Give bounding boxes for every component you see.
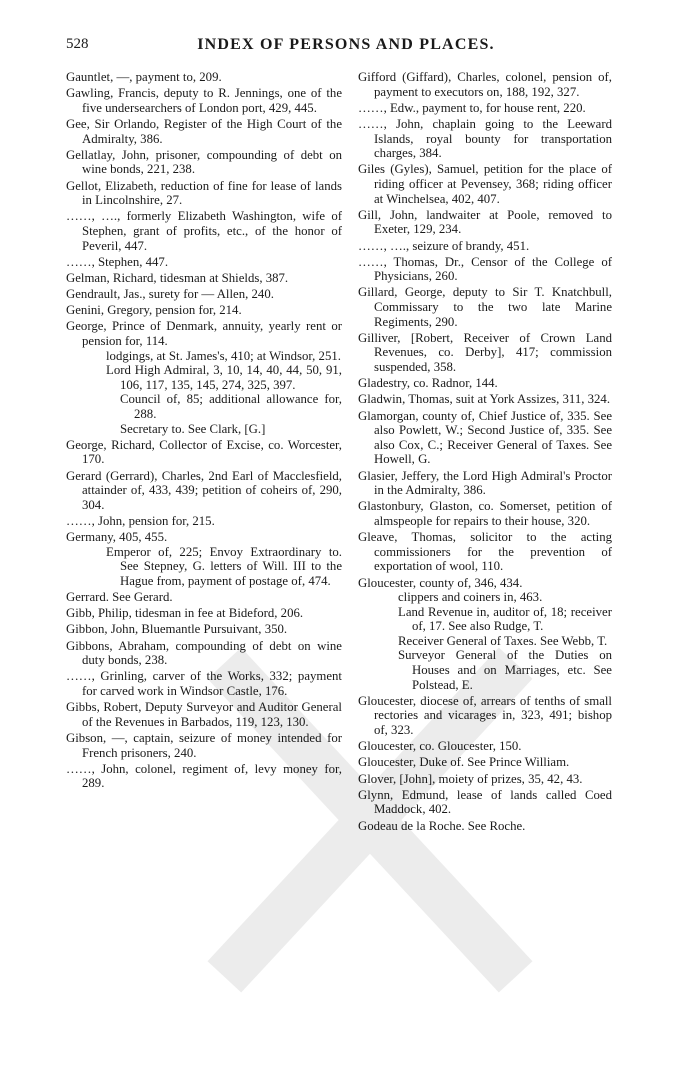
- index-entry: Glover, [John], moiety of prizes, 35, 42, 43.: [358, 771, 583, 786]
- index-entry: ……, John, chaplain going to the Leeward Islands, royal bounty for transportation charges, 384.: [358, 116, 612, 161]
- index-entry: Gill, John, landwaiter at Poole, removed to Exeter, 129, 234.: [358, 207, 612, 237]
- index-entry: ……, Grinling, carver of the Works, 332; payment for carved work in Windsor Castle, 176.: [66, 669, 342, 699]
- index-entry: Lord High Admiral, 3, 10, 14, 40, 44, 50, 91, 106, 117, 135, 145, 274, 325, 397.: [106, 363, 342, 392]
- index-entry: Gifford (Giffard), Charles, colonel, pension of, payment to executors on, 188, 192, 327.: [358, 70, 612, 99]
- index-entry: ……, John, pension for, 215.: [66, 513, 215, 528]
- index-entry: Germany, 405, 455.: [66, 530, 168, 545]
- index-entry: Gerrard. See Gerard.: [66, 590, 173, 605]
- index-entry: ……, …., formerly Elizabeth Washington, wife of Stephen, grant of profits, etc., of the honor of Peveril, 447.: [66, 209, 342, 253]
- index-entry: Receiver General of Taxes. See Webb, T.: [398, 633, 608, 648]
- index-entry: Gee, Sir Orlando, Register of the High Court of the Admiralty, 386.: [66, 116, 342, 146]
- index-entry: Genini, Gregory, pension for, 214.: [66, 303, 242, 318]
- index-entry: Council of, 85; additional allowance for, 288.: [120, 392, 342, 421]
- index-entry: clippers and coiners in, 463.: [398, 590, 543, 605]
- index-entry: Gellatlay, John, prisoner, compounding of debt on wine bonds, 221, 238.: [66, 147, 342, 177]
- index-entry: Glynn, Edmund, lease of lands called Coed Maddock, 402.: [358, 787, 612, 817]
- index-entry: ……, Stephen, 447.: [66, 254, 169, 269]
- index-column-right: [358, 70, 612, 835]
- index-entry: Godeau de la Roche. See Roche.: [358, 818, 526, 833]
- index-entry: Gellot, Elizabeth, reduction of fine for lease of lands in Lincolnshire, 27.: [66, 178, 342, 208]
- running-title: INDEX OF PERSONS AND PLACES.: [197, 36, 495, 53]
- index-entry: Glastonbury, Glaston, co. Somerset, petition of almspeople for repairs to their house, 320.: [358, 499, 612, 528]
- index-entry: Gauntlet, —, payment to, 209.: [66, 70, 222, 84]
- index-entry: Gleave, Thomas, solicitor to the acting commissioners for the prevention of exportation of wool, 110.: [358, 530, 612, 574]
- index-entry: ……, …., seizure of brandy, 451.: [358, 238, 530, 253]
- index-entry: Land Revenue in, auditor of, 18; receiver of, 17. See also Rudge, T.: [398, 604, 612, 634]
- index-entry: Gloucester, co. Gloucester, 150.: [358, 739, 522, 754]
- index-entry: ……, Thomas, Dr., Censor of the College of Physicians, 260.: [358, 254, 612, 284]
- index-entry: Gerard (Gerrard), Charles, 2nd Earl of Macclesfield, attainder of, 433, 439; petition of coheirs of, 290, 304.: [66, 468, 342, 512]
- index-entry: George, Prince of Denmark, annuity, yearly rent or pension for, 114.: [66, 319, 342, 349]
- index-entry: Glasier, Jeffery, the Lord High Admiral's Proctor in the Admiralty, 386.: [358, 468, 612, 498]
- index-entry: Gendrault, Jas., surety for — Allen, 240.: [66, 287, 274, 302]
- index-entry: Gibbon, John, Bluemantle Pursuivant, 350.: [66, 622, 288, 637]
- page-number: 528: [66, 36, 89, 52]
- index-entry: Gloucester, county of, 346, 434.: [358, 575, 523, 590]
- index-entry: ……, Edw., payment to, for house rent, 220.: [358, 100, 586, 115]
- index-entry: Gelman, Richard, tidesman at Shields, 387.: [66, 270, 289, 285]
- page-header: [66, 36, 626, 58]
- index-entry: Gloucester, Duke of. See Prince William.: [358, 755, 570, 770]
- index-entry: Gladwin, Thomas, suit at York Assizes, 311, 324.: [358, 392, 611, 407]
- index-entry: Gibbs, Robert, Deputy Surveyor and Auditor General of the Revenues in Barbados, 119, 123, 130.: [66, 700, 342, 729]
- index-entry: Gibb, Philip, tidesman in fee at Bideford, 206.: [66, 606, 304, 621]
- index-entry: Giles (Gyles), Samuel, petition for the place of riding officer at Pevensey, 368; riding officer at Winchelsea, 402, 407.: [358, 162, 612, 206]
- index-entry: Gibbons, Abraham, compounding of debt on wine duty bonds, 238.: [66, 638, 342, 668]
- index-entry: Gillard, George, deputy to Sir T. Knatchbull, Commissary to the two late Marine Regiments, 290.: [358, 285, 612, 329]
- index-entry: Gawling, Francis, deputy to R. Jennings, one of the five undersearchers of London port, 429, 445.: [66, 86, 342, 115]
- index-entry: Emperor of, 225; Envoy Extraordinary to. See Stepney, G. letters of Will. III to the Hague from, payment of postage of, 474.: [106, 544, 342, 588]
- index-entry: George, Richard, Collector of Excise, co. Worcester, 170.: [66, 437, 342, 467]
- index-column-left: [66, 70, 342, 793]
- index-entry: Surveyor General of the Duties on Houses and on Marriages, etc. See Polstead, E.: [398, 648, 612, 692]
- index-entry: Gilliver, [Robert, Receiver of Crown Land Revenues, co. Derby], 417; commission suspended, 358.: [358, 330, 612, 375]
- index-entry: Secretary to. See Clark, [G.]: [120, 421, 266, 436]
- index-entry: Gibson, —, captain, seizure of money intended for French prisoners, 240.: [66, 731, 342, 760]
- index-entry: Gloucester, diocese of, arrears of tenths of small rectories and vicarages in, 323, 491; bishop of, 323.: [358, 693, 612, 738]
- index-entry: lodgings, at St. James's, 410; at Windsor, 251.: [106, 348, 341, 363]
- index-entry: Gladestry, co. Radnor, 144.: [358, 376, 498, 391]
- index-entry: Glamorgan, county of, Chief Justice of, 335. See also Powlett, W.; Second Justice of, 335. See also Cox, C.; Receiver General of Taxes. See Howell, G.: [358, 408, 612, 467]
- index-entry: ……, John, colonel, regiment of, levy money for, 289.: [66, 761, 342, 791]
